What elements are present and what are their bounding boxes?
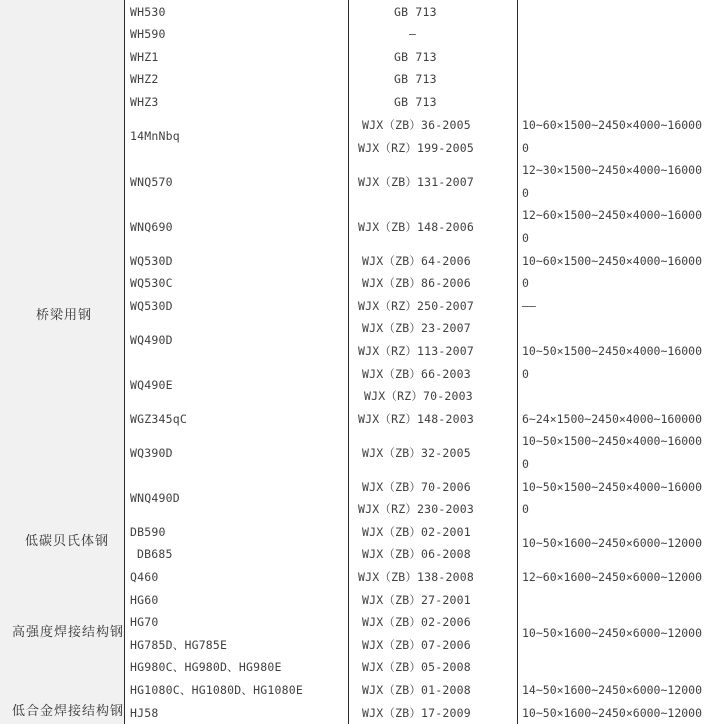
standard-cell: WJX（ZB）86-2006 bbox=[362, 276, 471, 290]
grade-cell: HG60 bbox=[130, 593, 159, 607]
standard-cell: WJX（RZ）230-2003 bbox=[358, 502, 475, 516]
size-cell: 12~60×1600~2450×6000~12000 bbox=[522, 570, 703, 584]
size-cell: 0 bbox=[522, 457, 529, 471]
category-bridge-steel: 桥梁用钢 bbox=[36, 308, 93, 323]
size-cell: 12~30×1500~2450×4000~16000 bbox=[522, 163, 703, 177]
size-cell: 0 bbox=[522, 367, 529, 381]
standard-cell: WJX（RZ）250-2007 bbox=[358, 299, 475, 313]
grade-cell: 14MnNbq bbox=[130, 129, 180, 143]
standard-cell: GB 713 bbox=[394, 72, 437, 86]
size-cell: 10~50×1500~2450×4000~16000 bbox=[522, 344, 703, 358]
standard-cell: WJX（ZB）27-2001 bbox=[362, 593, 471, 607]
grade-cell: WHZ1 bbox=[130, 50, 159, 64]
grade-cell: DB590 bbox=[130, 525, 166, 539]
size-cell: 0 bbox=[522, 276, 529, 290]
standard-cell: WJX（ZB）23-2007 bbox=[362, 321, 471, 335]
grade-cell: HG1080C、HG1080D、HG1080E bbox=[130, 683, 303, 697]
grade-cell: HG785D、HG785E bbox=[130, 638, 228, 652]
size-cell: 10~60×1500~2450×4000~16000 bbox=[522, 254, 703, 268]
standard-cell: WJX（ZB）05-2008 bbox=[362, 660, 471, 674]
category-bainite-steel: 低碳贝氏体钢 bbox=[25, 534, 110, 549]
grade-cell: HJ58 bbox=[130, 706, 159, 720]
size-cell: 0 bbox=[522, 502, 529, 516]
standard-cell: WJX（ZB）138-2008 bbox=[358, 570, 475, 584]
standard-cell: WJX（ZB）02-2001 bbox=[362, 525, 471, 539]
size-cell: 10~60×1500~2450×4000~16000 bbox=[522, 118, 703, 132]
size-cell: 10~50×1600~2450×6000~12000 bbox=[522, 626, 703, 640]
size-cell: 12~60×1500~2450×4000~16000 bbox=[522, 208, 703, 222]
standard-cell: WJX（RZ）70-2003 bbox=[364, 389, 473, 403]
grade-cell: HG70 bbox=[130, 615, 159, 629]
standard-cell: WJX（ZB）01-2008 bbox=[362, 683, 471, 697]
standard-cell: GB 713 bbox=[394, 5, 437, 19]
standard-cell: WJX（ZB）07-2006 bbox=[362, 638, 471, 652]
standard-cell: WJX（ZB）70-2006 bbox=[362, 480, 471, 494]
standard-cell: WJX（RZ）148-2003 bbox=[358, 412, 475, 426]
size-cell: 10~50×1600~2450×6000~12000 bbox=[522, 706, 703, 720]
grade-cell: WNQ490D bbox=[130, 491, 180, 505]
size-cell: 0 bbox=[522, 231, 529, 245]
category-low-alloy-steel: 低合金焊接结构钢 bbox=[12, 704, 125, 719]
grade-cell: WQ530D bbox=[130, 254, 173, 268]
standard-cell: WJX（ZB）06-2008 bbox=[362, 547, 471, 561]
grade-cell: WQ530C bbox=[130, 276, 173, 290]
size-cell: 10~50×1500~2450×4000~16000 bbox=[522, 434, 703, 448]
grade-cell: HG980C、HG980D、HG980E bbox=[130, 660, 282, 674]
grade-cell: WNQ570 bbox=[130, 175, 173, 189]
size-cell: 0 bbox=[522, 141, 529, 155]
size-cell: 6~24×1500~2450×4000~160000 bbox=[522, 412, 703, 426]
column-divider bbox=[348, 0, 349, 724]
standard-cell: WJX（ZB）64-2006 bbox=[362, 254, 471, 268]
standard-cell: GB 713 bbox=[394, 95, 437, 109]
standard-cell: WJX（ZB）66-2003 bbox=[362, 367, 471, 381]
size-cell: 0 bbox=[522, 186, 529, 200]
grade-cell: WNQ690 bbox=[130, 220, 173, 234]
column-divider bbox=[517, 0, 518, 724]
standard-cell: WJX（ZB）17-2009 bbox=[362, 706, 471, 720]
standard-cell: WJX（ZB）36-2005 bbox=[362, 118, 471, 132]
grade-cell: WQ390D bbox=[130, 446, 173, 460]
grade-cell: WQ530D bbox=[130, 299, 173, 313]
standard-cell: GB 713 bbox=[394, 50, 437, 64]
standard-cell: — bbox=[409, 27, 417, 41]
size-cell: —— bbox=[522, 299, 536, 313]
standard-cell: WJX（ZB）148-2006 bbox=[358, 220, 475, 234]
size-cell: 10~50×1500~2450×4000~16000 bbox=[522, 480, 703, 494]
grade-cell: WHZ2 bbox=[130, 72, 159, 86]
grade-cell: WQ490D bbox=[130, 333, 173, 347]
standard-cell: WJX（ZB）32-2005 bbox=[362, 446, 471, 460]
column-divider bbox=[124, 0, 125, 724]
standard-cell: WJX（ZB）02-2006 bbox=[362, 615, 471, 629]
grade-cell: WQ490E bbox=[130, 378, 173, 392]
size-cell: 10~50×1600~2450×6000~12000 bbox=[522, 536, 703, 550]
category-column bbox=[0, 0, 124, 724]
grade-cell: WHZ3 bbox=[130, 95, 159, 109]
standard-cell: WJX（RZ）199-2005 bbox=[358, 141, 475, 155]
standard-cell: WJX（RZ）113-2007 bbox=[358, 344, 475, 358]
size-cell: 14~50×1600~2450×6000~12000 bbox=[522, 683, 703, 697]
grade-cell: WH530 bbox=[130, 5, 166, 19]
grade-cell: Q460 bbox=[130, 570, 159, 584]
standard-cell: WJX（ZB）131-2007 bbox=[358, 175, 475, 189]
grade-cell: WGZ345qC bbox=[130, 412, 187, 426]
category-high-strength-steel: 高强度焊接结构钢 bbox=[12, 625, 125, 640]
grade-cell: WH590 bbox=[130, 27, 166, 41]
grade-cell: DB685 bbox=[137, 547, 173, 561]
